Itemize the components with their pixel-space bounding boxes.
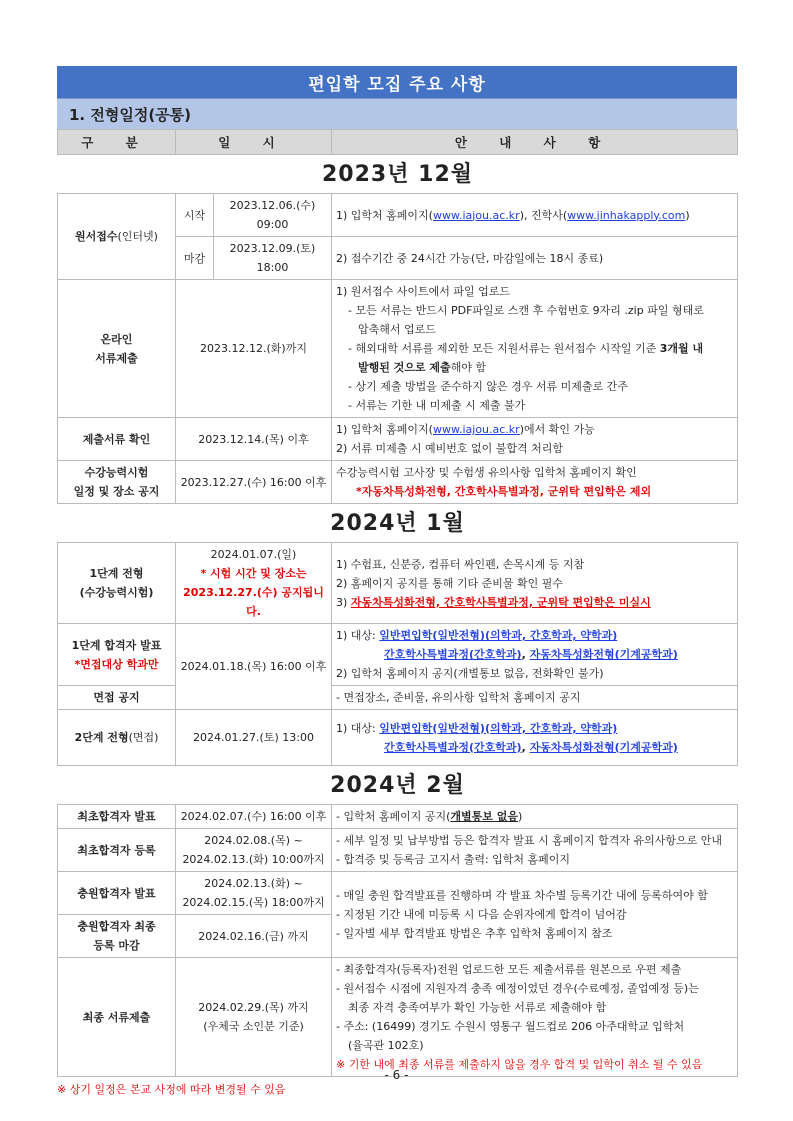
row-date: 2024.02.16.(금) 까지 bbox=[176, 915, 332, 958]
table-row bbox=[58, 194, 738, 237]
iajou-link[interactable]: www.iajou.ac.kr bbox=[432, 208, 520, 222]
header-datetime: 일 시 bbox=[176, 130, 332, 155]
row-date: 2023.12.27.(수) 16:00 이후 bbox=[176, 461, 332, 504]
page-title: 편입학 모집 주요 사항 bbox=[57, 66, 737, 98]
month-heading: 2024년 2월 bbox=[58, 766, 738, 805]
schedule-table bbox=[57, 129, 738, 1077]
row-label: 충원합격자 최종 등록 마감 bbox=[58, 915, 176, 958]
row-info: 1) 대상: 일반편입학(일반전형)(의학과, 간호학과, 약학과) 간호학사특별과정(간호학과), 자동차특성화전형(기계공학과) bbox=[332, 710, 738, 766]
table-header-row bbox=[58, 130, 738, 155]
start-label: 시작 bbox=[176, 194, 214, 237]
row-label: 최종 서류제출 bbox=[58, 958, 176, 1077]
row-info: 1) 입학처 홈페이지(www.iajou.ac.kr)에서 확인 가능 2) 서류 미제출 시 예비번호 없이 불합격 처리함 bbox=[332, 418, 738, 461]
start-date: 2023.12.06.(수) 09:00 bbox=[214, 194, 332, 237]
row-label: 2단계 전형(면접) bbox=[58, 710, 176, 766]
row-info: 수강능력시험 고사장 및 수험생 유의사항 입학처 홈페이지 확인 *자동차특성화전형, 간호학사특별과정, 군위탁 편입학은 제외 bbox=[332, 461, 738, 504]
row-label: 충원합격자 발표 bbox=[58, 872, 176, 915]
row-date: 2023.12.12.(화)까지 bbox=[176, 280, 332, 418]
row-date: 2024.01.07.(일) * 시험 시간 및 장소는 2023.12.27.(수) 공지됩니다. bbox=[176, 543, 332, 624]
iajou-link[interactable]: www.iajou.ac.kr bbox=[432, 423, 520, 436]
end-date: 2023.12.09.(토) 18:00 bbox=[214, 237, 332, 280]
table-row bbox=[58, 829, 738, 872]
row-label: 온라인 서류제출 bbox=[58, 280, 176, 418]
row-info: 1) 수험표, 신분증, 컴퓨터 싸인펜, 손목시계 등 지참 2) 홈페이지 공지를 통해 기타 준비물 확인 필수 3) 자동차특성화전형, 간호학사특별과정, 군위탁 편입학은 미실시 bbox=[332, 543, 738, 624]
month-heading: 2024년 1월 bbox=[58, 504, 738, 543]
end-label: 마감 bbox=[176, 237, 214, 280]
row-info: 1) 대상: 일반편입학(일반전형)(의학과, 간호학과, 약학과) 간호학사특별과정(간호학과), 자동차특성화전형(기계공학과) 2) 입학처 홈페이지 공지(개별통보 없음, 전화확인 불가) bbox=[332, 624, 738, 686]
row-info: - 면접장소, 준비물, 유의사항 입학처 홈페이지 공지 bbox=[332, 686, 738, 710]
page-number: - 6 - bbox=[384, 1068, 409, 1082]
row-date: 2024.01.27.(토) 13:00 bbox=[176, 710, 332, 766]
header-info: 안 내 사 항 bbox=[332, 130, 738, 155]
table-row bbox=[58, 461, 738, 504]
row-label: 수강능력시험 일정 및 장소 공지 bbox=[58, 461, 176, 504]
table-row bbox=[58, 710, 738, 766]
table-row bbox=[58, 543, 738, 624]
row-date: 2024.02.08.(목) ~ 2024.02.13.(화) 10:00까지 bbox=[176, 829, 332, 872]
table-row bbox=[58, 805, 738, 829]
row-info: - 매일 충원 합격발표를 진행하며 각 발표 차수별 등록기간 내에 등록하여야 함 - 지정된 기간 내에 미등록 시 다음 순위자에게 합격이 넘어감 - 일자별 세부 합격발표 방법은 추후 입학처 홈페이지 참조 bbox=[332, 872, 738, 958]
footnote: ※ 상기 일정은 본교 사정에 따라 변경될 수 있음 bbox=[57, 1083, 286, 1096]
row-date: 2024.02.13.(화) ~ 2024.02.15.(목) 18:00까지 bbox=[176, 872, 332, 915]
table-row bbox=[58, 686, 738, 710]
row-label: 원서접수(인터넷) bbox=[58, 194, 176, 280]
table-row bbox=[58, 872, 738, 915]
row-date: 2024.02.07.(수) 16:00 이후 bbox=[176, 805, 332, 829]
schedule-document bbox=[57, 66, 737, 1097]
row-info: 1) 원서접수 사이트에서 파일 업로드 - 모든 서류는 반드시 PDF파일로 스캔 후 수험번호 9자리 .zip 파일 형태로 압축해서 업로드 - 해외대학 서류를 제외한 모든 지원서류는 원서접수 시작일 기준 3개월 내 발행된 것으로 제출해야 함 - 상기 제출 방법을 준수하지 않은 경우 서류 미제출로 간주 - 서류는 기한 내 미제출 시 제출 불가 bbox=[332, 280, 738, 418]
row-info: - 세부 일정 및 납부방법 등은 합격자 발표 시 홈페이지 합격자 유의사항으로 안내 - 합격증 및 등록금 고지서 출력: 입학처 홈페이지 bbox=[332, 829, 738, 872]
row-date: 2023.12.14.(목) 이후 bbox=[176, 418, 332, 461]
row-label: 1단계 합격자 발표 *면접대상 학과만 bbox=[58, 624, 176, 686]
row-date: 2024.01.18.(목) 16:00 이후 bbox=[176, 624, 332, 710]
table-row bbox=[58, 280, 738, 418]
row-label: 최초합격자 발표 bbox=[58, 805, 176, 829]
row-label: 최초합격자 등록 bbox=[58, 829, 176, 872]
section-heading: 1. 전형일정(공통) bbox=[57, 98, 737, 129]
jinhak-link[interactable]: www.jinhakapply.com bbox=[567, 208, 686, 222]
row-info: 1) 입학처 홈페이지(www.iajou.ac.kr), 진학사(www.jinhakapply.com) bbox=[332, 194, 738, 237]
table-row bbox=[58, 418, 738, 461]
table-row bbox=[58, 958, 738, 1077]
month-heading: 2023년 12월 bbox=[58, 155, 738, 194]
row-info: - 입학처 홈페이지 공지(개별통보 없음) bbox=[332, 805, 738, 829]
table-row bbox=[58, 624, 738, 686]
row-info: - 최종합격자(등록자)전원 업로드한 모든 제출서류를 원본으로 우편 제출 - 원서접수 시점에 지원자격 충족 예정이었던 경우(수료예정, 졸업예정 등)는 최종 자격 충족여부가 확인 가능한 서류로 제출해야 함 - 주소: (16499) 경기도 수원시 영통구 월드컵로 206 아주대학교 입학처 (율곡관 102호) ※ 기한 내에 최종 서류를 제출하지 않을 경우 합격 및 입학이 취소 될 수 있음 bbox=[332, 958, 738, 1077]
row-label: 1단계 전형 (수강능력시험) bbox=[58, 543, 176, 624]
row-info: 2) 접수기간 중 24시간 가능(단, 마감일에는 18시 종료) bbox=[332, 237, 738, 280]
header-category: 구 분 bbox=[58, 130, 176, 155]
row-label: 면접 공지 bbox=[58, 686, 176, 710]
row-label: 제출서류 확인 bbox=[58, 418, 176, 461]
row-date: 2024.02.29.(목) 까지 (우체국 소인분 기준) bbox=[176, 958, 332, 1077]
